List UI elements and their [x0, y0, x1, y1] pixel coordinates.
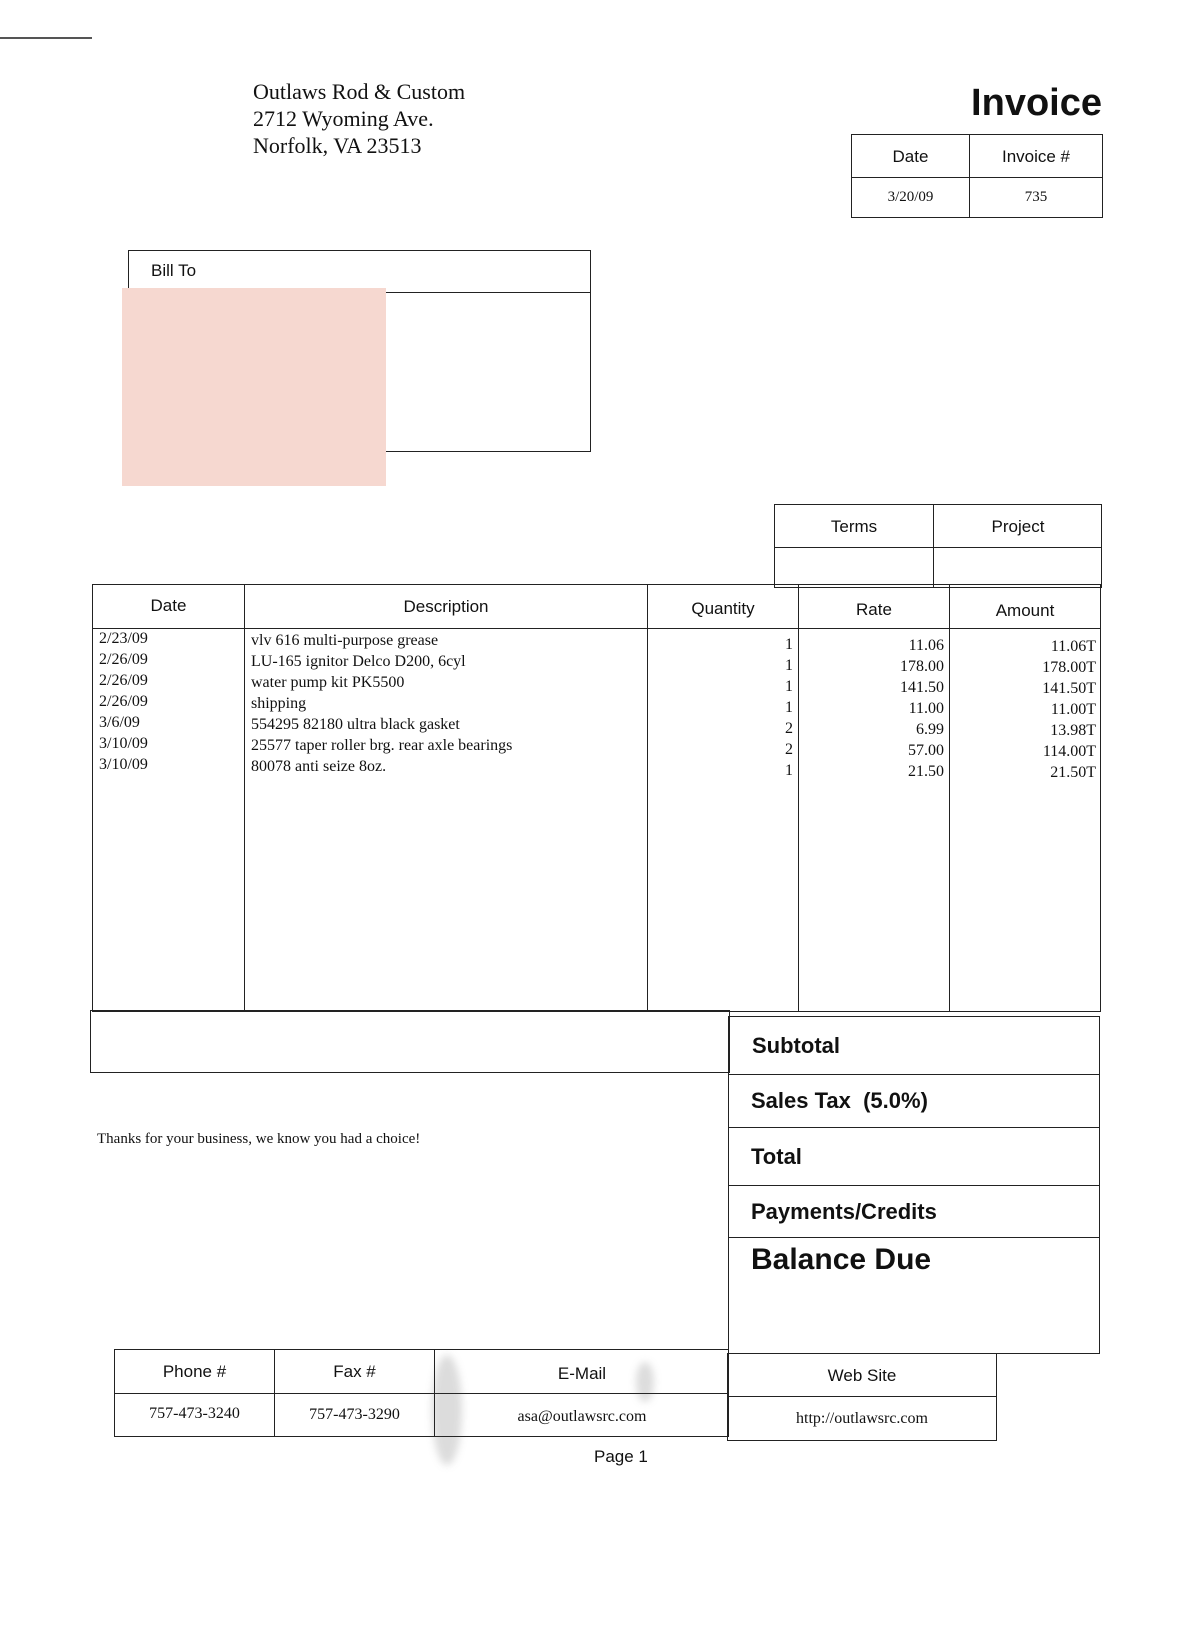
- project-header: Project: [991, 517, 1045, 536]
- invoice-header-table: [851, 134, 1103, 218]
- row-rate: 11.06: [908, 637, 944, 654]
- row-quantity: 1: [785, 657, 793, 674]
- fax-header: Fax #: [333, 1362, 376, 1381]
- column-header-rate: Rate: [856, 600, 892, 619]
- terms-header: Terms: [830, 517, 878, 536]
- row-amount: 11.00T: [1050, 701, 1096, 718]
- row-quantity: 1: [785, 636, 793, 653]
- row-quantity: 1: [785, 699, 793, 716]
- row-amount: 178.00T: [1042, 659, 1096, 676]
- row-description: 25577 taper roller brg. rear axle bearings: [251, 737, 513, 754]
- website-value: http://outlawsrc.com: [796, 1410, 928, 1427]
- row-amount: 141.50T: [1042, 680, 1096, 697]
- date-header: Date: [892, 147, 929, 166]
- invoice-date-value: 3/20/09: [887, 189, 934, 205]
- row-quantity: 1: [785, 678, 793, 695]
- row-amount: 11.06T: [1050, 638, 1096, 655]
- row-date: 2/26/09: [99, 693, 148, 710]
- thank-you-message: Thanks for your business, we know you had a choice!: [97, 1131, 421, 1147]
- rate-column: [803, 635, 944, 782]
- items-table: [92, 584, 1101, 1012]
- column-header-quantity: Quantity: [691, 599, 755, 618]
- totals-table: [728, 1016, 1100, 1354]
- company-address-line1: 2712 Wyoming Ave.: [253, 106, 434, 131]
- column-header-amount: Amount: [995, 601, 1055, 620]
- row-description: 80078 anti seize 8oz.: [251, 758, 387, 775]
- scan-mark: [0, 37, 92, 39]
- fax-value: 757-473-3290: [309, 1406, 400, 1423]
- invoice-number-value: 735: [1024, 189, 1048, 205]
- row-rate: 141.50: [900, 679, 944, 696]
- page-number: Page 1: [594, 1447, 648, 1466]
- message-box: [90, 1010, 730, 1073]
- website-table: [727, 1353, 997, 1441]
- company-name: Outlaws Rod & Custom: [253, 79, 466, 104]
- payments-credits-label: Payments/Credits: [751, 1199, 937, 1224]
- scan-smudge: [432, 1355, 462, 1465]
- row-rate: 57.00: [908, 742, 944, 759]
- row-rate: 11.00: [908, 700, 944, 717]
- row-description: water pump kit PK5500: [251, 674, 405, 691]
- invoice-number-header: Invoice #: [1001, 147, 1071, 166]
- scan-smudge: [636, 1362, 654, 1402]
- row-date: 2/26/09: [99, 651, 148, 668]
- row-rate: 6.99: [916, 721, 944, 738]
- row-rate: 21.50: [908, 763, 944, 780]
- row-amount: 13.98T: [1050, 722, 1096, 739]
- description-column: [251, 630, 643, 777]
- row-date: 2/26/09: [99, 672, 148, 689]
- row-quantity: 2: [785, 720, 793, 737]
- redacted-address: [122, 288, 386, 486]
- phone-value: 757-473-3240: [149, 1405, 240, 1422]
- website-header: Web Site: [827, 1366, 897, 1385]
- row-description: shipping: [251, 695, 307, 712]
- date-column: [99, 628, 239, 775]
- terms-project-table: [774, 504, 1102, 588]
- row-date: 3/10/09: [99, 756, 148, 773]
- row-rate: 178.00: [900, 658, 944, 675]
- row-quantity: 1: [785, 762, 793, 779]
- phone-header: Phone #: [162, 1362, 227, 1381]
- email-value: asa@outlawsrc.com: [517, 1408, 647, 1425]
- sales-tax-label: Sales Tax (5.0%): [751, 1088, 928, 1113]
- row-date: 2/23/09: [99, 630, 148, 647]
- company-address-line2: Norfolk, VA 23513: [253, 133, 422, 158]
- company-address: [253, 78, 465, 159]
- subtotal-label: Subtotal: [752, 1033, 840, 1058]
- row-description: vlv 616 multi-purpose grease: [251, 632, 439, 649]
- row-quantity: 2: [785, 741, 793, 758]
- email-header: E-Mail: [557, 1364, 607, 1383]
- row-date: 3/10/09: [99, 735, 148, 752]
- column-header-description: Description: [403, 597, 489, 616]
- row-description: LU-165 ignitor Delco D200, 6cyl: [251, 653, 466, 670]
- row-amount: 114.00T: [1042, 743, 1096, 760]
- bill-to-label: Bill To: [151, 261, 197, 280]
- row-date: 3/6/09: [99, 714, 140, 731]
- column-header-date: Date: [150, 596, 187, 615]
- row-amount: 21.50T: [1050, 764, 1096, 781]
- row-description: 554295 82180 ultra black gasket: [251, 716, 460, 733]
- total-label: Total: [751, 1144, 802, 1169]
- document-title: Invoice: [971, 82, 1102, 124]
- quantity-column: [653, 634, 793, 781]
- balance-due-label: Balance Due: [751, 1243, 932, 1276]
- amount-column: [953, 636, 1096, 783]
